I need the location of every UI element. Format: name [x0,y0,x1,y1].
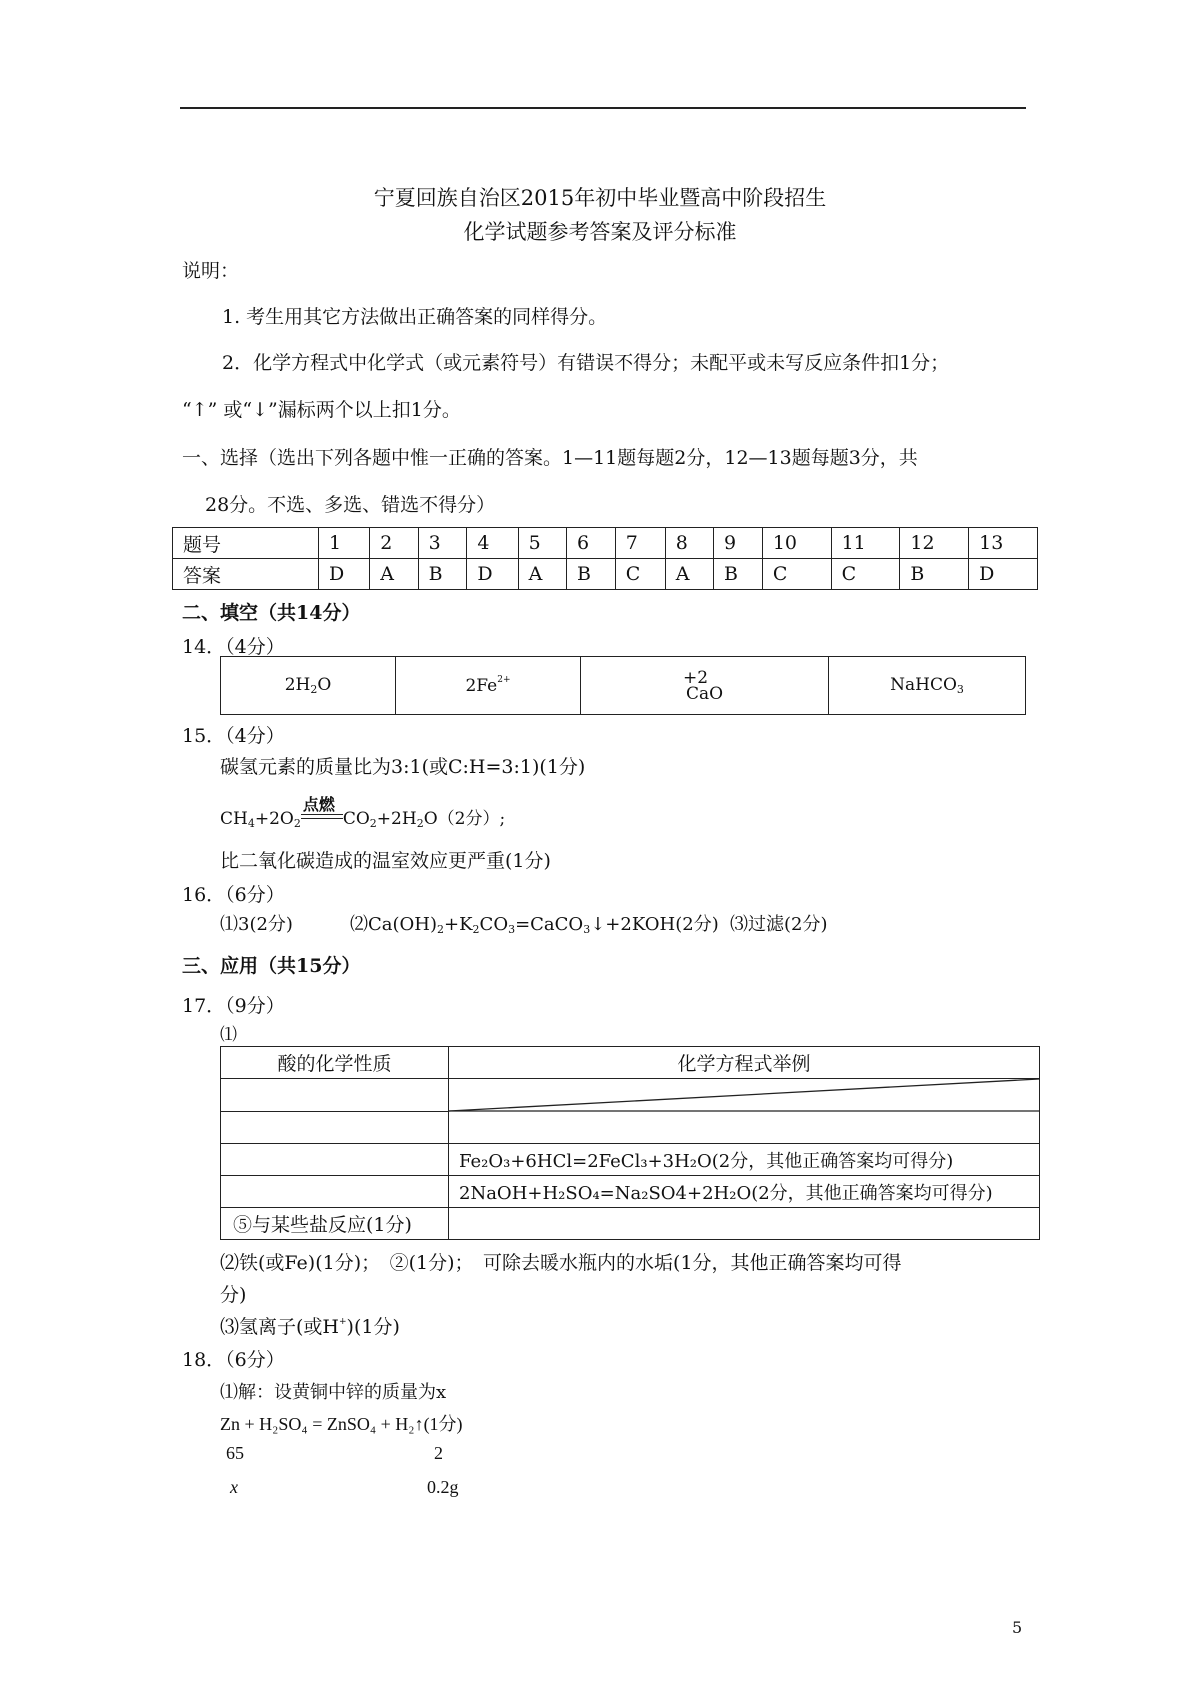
section1-instructions-line2: 28分。不选、多选、错选不得分） [205,494,496,516]
q17-label: 17．（9分） [182,995,285,1017]
top-rule [180,107,1026,109]
table-row-numbers [173,528,1038,559]
title-line-1: 宁夏回族自治区2015年初中毕业暨高中阶段招生 [373,186,827,210]
question-number-cell: 8 [665,528,713,559]
question-number-cell: 3 [418,528,467,559]
question-number-cell: 4 [467,528,518,559]
question-number-cell: 6 [566,528,615,559]
q15-equation: $CH_4+2O_2$ 点燃 $CO_2+2H_2O(2$分）; [220,804,505,830]
page-number: 5 [1012,1618,1023,1637]
answer-cell: B [418,559,467,590]
section1-instructions-line1: 一、选择（选出下列各题中惟一正确的答案。1—11题每题2分，12—13题每题3分，共 [182,447,918,469]
question-number-cell: 1 [319,528,370,559]
note-item-2: 2．化学方程式中化学式（或元素符号）有错误不得分；未配平或未写反应条件扣1分； [222,352,950,374]
table-cell-empty [221,1176,449,1208]
diagonal-strike [449,1079,1039,1143]
answer-cell: A [518,559,566,590]
question-number-cell: 12 [900,528,969,559]
property-row-5: ⑤与某些盐反应(1分) [221,1208,449,1240]
answer-cell: B [900,559,969,590]
answer-cell: A [370,559,418,590]
table-header-label: 题号 [173,528,319,559]
q14-answer-table [220,656,1026,715]
table-answer-label: 答案 [173,559,319,590]
acid-properties-table [220,1046,1040,1240]
q16-part-2: $⑵Ca(OH)_2+K_2CO_3=CaCO_3↓+2KOH(2$分) [350,914,719,936]
answer-cell: C [762,559,831,590]
q14-cell-2: $2Fe^{2+}$ [396,657,581,715]
q17-part-2-line-2: 分) [220,1284,247,1306]
answer-cell: B [566,559,615,590]
col-header-property: 酸的化学性质 [221,1047,449,1079]
table-row-answers [173,559,1038,590]
q16-label: 16．（6分） [182,884,285,906]
note-item-1: 1. 考生用其它方法做出正确答案的同样得分。 [222,306,608,328]
q15-label: 15．（4分） [182,725,285,747]
equation-row-3: Fe₂O₃+6HCl=2FeCl₃+3H₂O(2分，其他正确答案均可得分) [449,1144,1040,1176]
q14-label: 14．（4分） [182,636,285,658]
question-number-cell: 5 [518,528,566,559]
section2-heading: 二、填空（共14分） [182,602,361,624]
q18-equation: Zn + H₂SO₄ = ZnSO₄ + H₂↑(1分) [220,1414,463,1434]
table-cell-empty [221,1144,449,1176]
q15-line-1: 碳氢元素的质量比为3:1(或C:H=3:1)(1分) [220,756,586,778]
table-cell-empty [449,1208,1040,1240]
q16-part-3: ⑶过滤(2分) [730,914,828,935]
answer-cell: A [665,559,713,590]
q14-cell-4: NaHCO$_3$ [829,657,1026,715]
q14-cell-3: +2 CaO [581,657,829,715]
question-number-cell: 10 [762,528,831,559]
question-number-cell: 11 [831,528,900,559]
q16-part-1: ⑴3(2分) [220,914,293,935]
q18-ratio-2: 2 [434,1443,443,1463]
answer-cell: D [969,559,1038,590]
col-header-equation: 化学方程式举例 [449,1047,1040,1079]
answer-cell: B [714,559,763,590]
equation-row-4: 2NaOH+H₂SO₄=Na₂SO4+2H₂O(2分，其他正确答案均可得分) [449,1176,1040,1208]
note-item-3: “↑” 或“↓”漏标两个以上扣1分。 [182,399,461,421]
q18-value: 0.2g [427,1477,459,1497]
title-line-2: 化学试题参考答案及评分标准 [463,220,737,244]
q15-line-3: 比二氧化碳造成的温室效应更严重(1分) [220,850,551,872]
q18-label: 18．（6分） [182,1349,285,1371]
q17-part-3: ⑶氢离子(或H+)(1分) [220,1316,400,1338]
answer-cell: C [831,559,900,590]
q14-cell-1: $2H_2O$ [221,657,396,715]
section3-heading: 三、应用（共15分） [182,955,361,977]
question-number-cell: 9 [714,528,763,559]
q18-line-1: ⑴解：设黄铜中锌的质量为x [220,1382,447,1403]
reaction-condition: 点燃 [302,795,335,814]
answer-table [172,527,1038,590]
question-number-cell: 2 [370,528,418,559]
answer-cell: D [319,559,370,590]
answer-cell: D [467,559,518,590]
q17-part-2-line-1: ⑵铁(或Fe)(1分)； ②(1分)； 可除去暖水瓶内的水垢(1分，其他正确答案均可得 [220,1252,902,1274]
question-number-cell: 13 [969,528,1038,559]
q18-ratio-65: 65 [226,1443,244,1463]
question-number-cell: 7 [615,528,665,559]
notes-heading: 说明： [182,260,240,282]
table-cell-struck [449,1079,1040,1144]
answer-cell: C [615,559,665,590]
table-cell-empty [221,1111,449,1144]
q17-part-1: ⑴ [220,1025,237,1045]
q18-variable-x: x [230,1477,238,1497]
table-cell-empty [221,1079,449,1112]
